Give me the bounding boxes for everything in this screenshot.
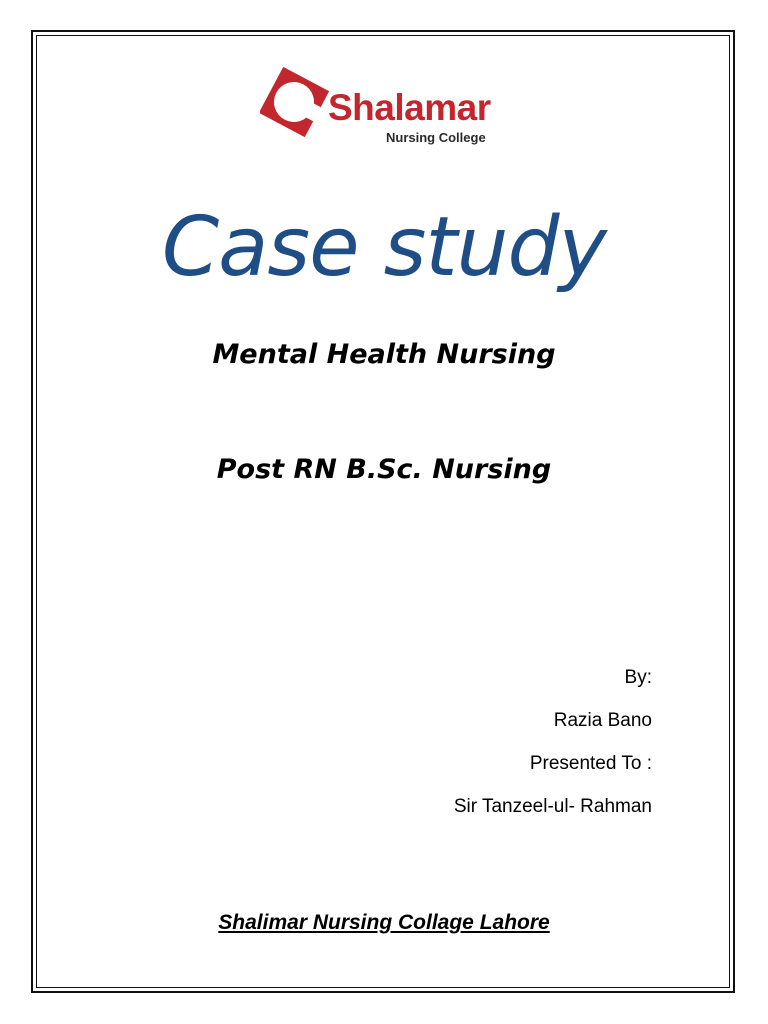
logo-subtitle: Nursing College [386,130,486,145]
logo-name: Shalamar [328,87,491,128]
presented-to-name: Sir Tanzeel-ul- Rahman [453,796,652,817]
credits-block [454,664,652,836]
page-title: Case study [161,200,607,295]
page-border-inner [36,35,730,988]
program-heading: Post RN B.Sc. Nursing [216,454,552,485]
institution-footer: Shalimar Nursing Collage Lahore [218,911,550,934]
author-name: Razia Bano [553,710,652,731]
presented-to-label: Presented To : [529,753,652,774]
by-label: By: [624,667,652,688]
subject-heading: Mental Health Nursing [212,339,556,370]
logo-emblem-icon [260,64,330,150]
college-logo [260,64,500,150]
